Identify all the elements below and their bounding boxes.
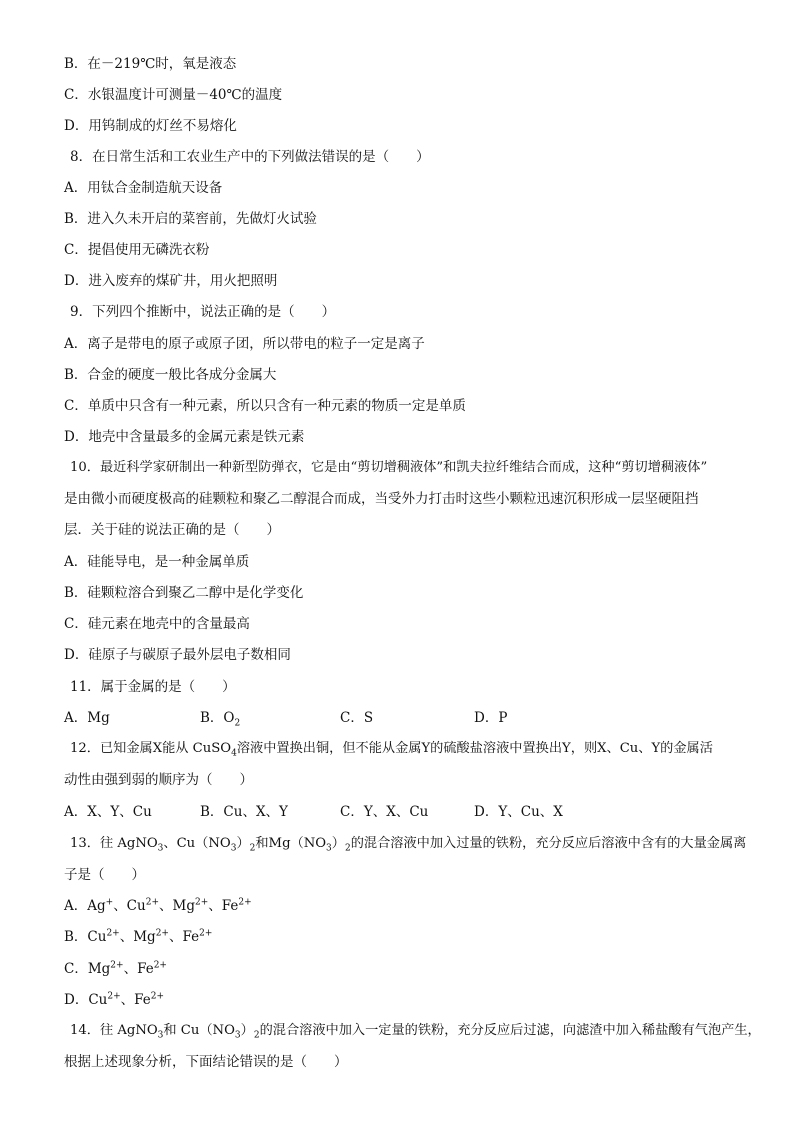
q13-option-d: D．$Cu^{2+}$、$Fe^{2+}$	[64, 991, 165, 1008]
q12-stem-line1: 12．已知金属X能从 CuSO$_4$溶液中置换出铜，但不能从金属Y的硫酸盐溶液中置换出Y，则X、Cu、Y的金属活	[70, 741, 713, 759]
q9-stem: 9．下列四个推断中，说法正确的是（ ）	[70, 304, 336, 320]
q9-option-c: C．单质中只含有一种元素，所以只含有一种元素的物质一定是单质	[64, 398, 466, 414]
q14-stem-line2: 根据上述现象分析，下面结论错误的是（ ）	[64, 1054, 348, 1070]
q11-stem: 11．属于金属的是（ ）	[70, 679, 236, 695]
q14-stem-line1: 14．往 AgNO$_3$和 $Cu(NO_3)_2$的混合溶液中加入一定量的铁粉，充分反应后过滤，向滤渣中加入稀盐酸有气泡产生，	[70, 1023, 761, 1041]
q12-option-d: D．Y、Cu、X	[474, 804, 563, 820]
q9-option-a: A．离子是带电的原子或原子团，所以带电的粒子一定是离子	[64, 336, 425, 352]
q10-stem-line3: 层．关于硅的说法正确的是（ ）	[64, 522, 280, 538]
q10-option-d: D．硅原子与碳原子最外层电子数相同	[64, 647, 291, 663]
q13-option-b: B．$Cu^{2+}$、$Mg^{2+}$、$Fe^{2+}$	[64, 928, 213, 945]
q9-option-b: B．合金的硬度一般比各成分金属大	[64, 367, 277, 383]
q11-option-a: A．Mg	[64, 710, 110, 726]
q11-option-b: B．$O_2$	[200, 710, 241, 729]
q7-option-d: D．用钨制成的灯丝不易熔化	[64, 118, 237, 134]
q10-option-a: A．硅能导电，是一种金属单质	[64, 554, 250, 570]
q12-stem-line2: 动性由强到弱的顺序为（ ）	[64, 772, 253, 788]
q11-option-c: C．S	[340, 710, 374, 726]
q8-option-c: C．提倡使用无磷洗衣粉	[64, 242, 210, 258]
q13-stem-line1: 13．往 AgNO$_3$、$Cu(NO_3)_2$和$Mg(NO_3)_2$的混合溶液中加入过量的铁粉，充分反应后溶液中含有的大量金属离	[70, 836, 747, 854]
q11-option-d: D．P	[474, 710, 508, 726]
q9-option-d: D．地壳中含量最多的金属元素是铁元素	[64, 429, 305, 445]
q8-stem: 8．在日常生活和工农业生产中的下列做法错误的是（ ）	[70, 149, 430, 165]
q7-option-c: C．水银温度计可测量－40℃的温度	[64, 87, 283, 103]
q7-option-b: B．在－219℃时，氧是液态	[64, 56, 237, 72]
q12-option-a: A．X、Y、Cu	[64, 804, 152, 820]
q13-stem-line2: 子是（ ）	[64, 867, 145, 883]
q10-stem-line1: 10．最近科学家研制出一种新型防弹衣，它是由“剪切增稠液体”和凯夫拉纤维结合而成，这种“剪切增稠液体”	[70, 460, 708, 475]
q10-option-b: B．硅颗粒溶合到聚乙二醇中是化学变化	[64, 585, 304, 601]
q8-option-a: A．用钛合金制造航天设备	[64, 180, 223, 196]
q8-option-b: B．进入久未开启的菜窖前，先做灯火试验	[64, 211, 317, 227]
q12-option-c: C．Y、X、Cu	[340, 804, 429, 820]
q12-option-b: B．Cu、X、Y	[200, 804, 288, 820]
q13-option-c: C．$Mg^{2+}$、$Fe^{2+}$	[64, 960, 167, 977]
q13-option-a: A．Ag+、$Cu^{2+}$、$Mg^{2+}$、$Fe^{2+}$	[64, 897, 252, 914]
q8-option-d: D．进入废弃的煤矿井，用火把照明	[64, 273, 278, 289]
q10-stem-line2: 是由微小而硬度极高的硅颗粒和聚乙二醇混合而成，当受外力打击时这些小颗粒迅速沉积形成一层坚硬阻挡	[64, 491, 699, 507]
q10-option-c: C．硅元素在地壳中的含量最高	[64, 616, 250, 632]
